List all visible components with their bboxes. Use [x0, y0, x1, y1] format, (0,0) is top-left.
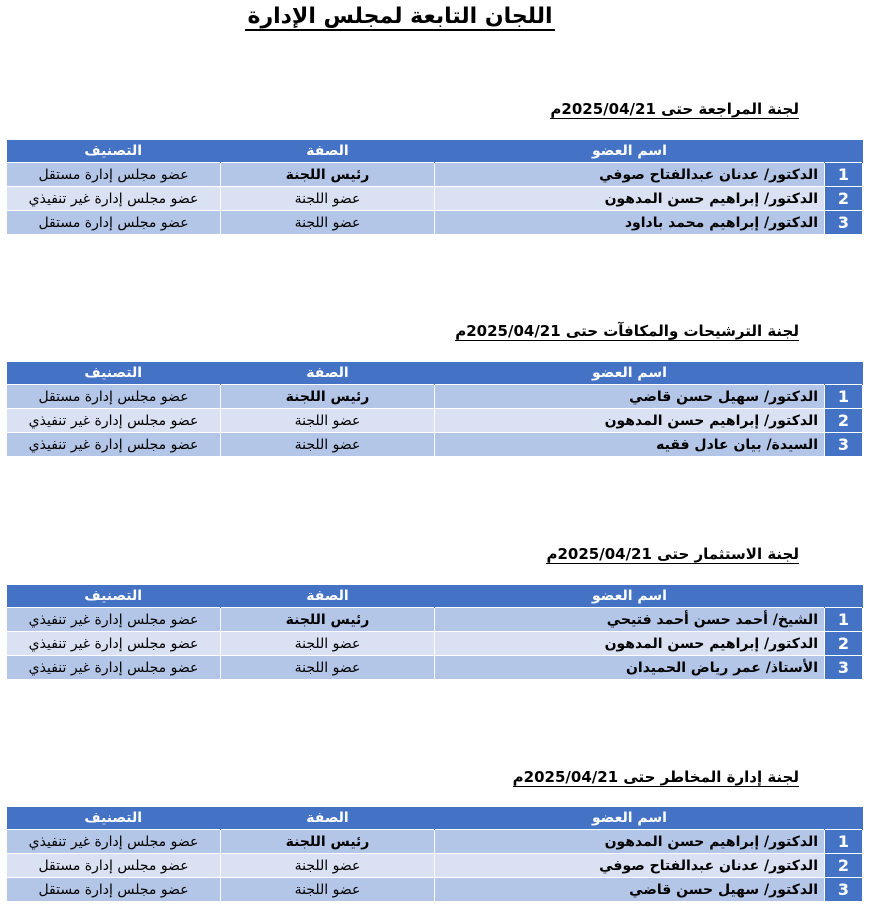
member-role: عضو اللجنة — [221, 409, 435, 433]
committee-title-investment: لجنة الاستثمار حتى 2025/04/21م — [546, 545, 799, 563]
table-row — [7, 632, 863, 656]
row-number: 3 — [825, 433, 863, 457]
table-header-row — [7, 585, 863, 608]
member-role: رئيس اللجنة — [221, 163, 435, 187]
member-classification: عضو مجلس إدارة غير تنفيذي — [7, 433, 221, 457]
member-role: عضو اللجنة — [221, 854, 435, 878]
committee-title-nominations: لجنة الترشيحات والمكافآت حتى 2025/04/21م — [455, 322, 799, 340]
member-classification: عضو مجلس إدارة غير تنفيذي — [7, 656, 221, 680]
member-name: الدكتور/ إبراهيم حسن المدهون — [435, 409, 825, 433]
member-name: الدكتور/ سهيل حسن قاضي — [435, 878, 825, 902]
member-classification: عضو مجلس إدارة غير تنفيذي — [7, 187, 221, 211]
row-number: 1 — [825, 385, 863, 409]
header-name: اسم العضو — [435, 807, 825, 830]
table-row — [7, 187, 863, 211]
header-name: اسم العضو — [435, 585, 825, 608]
member-classification: عضو مجلس إدارة مستقل — [7, 211, 221, 235]
member-role: عضو اللجنة — [221, 632, 435, 656]
row-number: 3 — [825, 211, 863, 235]
table-header-row — [7, 362, 863, 385]
table-row — [7, 211, 863, 235]
table-row — [7, 854, 863, 878]
row-number: 1 — [825, 830, 863, 854]
member-name: الدكتور/ عدنان عبدالفتاح صوفي — [435, 854, 825, 878]
header-role: الصفة — [221, 585, 435, 608]
member-classification: عضو مجلس إدارة مستقل — [7, 878, 221, 902]
member-name: الدكتور/ إبراهيم حسن المدهون — [435, 632, 825, 656]
header-num — [825, 585, 863, 608]
header-name: اسم العضو — [435, 140, 825, 163]
table-row — [7, 608, 863, 632]
table-header-row — [7, 140, 863, 163]
row-number: 1 — [825, 608, 863, 632]
header-classification: التصنيف — [7, 362, 221, 385]
row-number: 3 — [825, 878, 863, 902]
committee-table-nominations — [6, 362, 863, 457]
member-name: الشيخ/ أحمد حسن أحمد فتيحي — [435, 608, 825, 632]
table-row — [7, 433, 863, 457]
member-role: عضو اللجنة — [221, 878, 435, 902]
header-classification: التصنيف — [7, 807, 221, 830]
row-number: 2 — [825, 632, 863, 656]
member-name: الدكتور/ إبراهيم حسن المدهون — [435, 187, 825, 211]
row-number: 3 — [825, 656, 863, 680]
row-number: 2 — [825, 854, 863, 878]
table-row — [7, 656, 863, 680]
member-role: عضو اللجنة — [221, 187, 435, 211]
member-role: عضو اللجنة — [221, 433, 435, 457]
member-classification: عضو مجلس إدارة غير تنفيذي — [7, 632, 221, 656]
member-classification: عضو مجلس إدارة غير تنفيذي — [7, 608, 221, 632]
page-title: اللجان التابعة لمجلس الإدارة — [247, 4, 553, 29]
committee-title-risk: لجنة إدارة المخاطر حتى 2025/04/21م — [512, 768, 799, 786]
header-role: الصفة — [221, 807, 435, 830]
header-role: الصفة — [221, 140, 435, 163]
member-role: رئيس اللجنة — [221, 830, 435, 854]
member-role: رئيس اللجنة — [221, 608, 435, 632]
member-role: عضو اللجنة — [221, 656, 435, 680]
table-row — [7, 409, 863, 433]
member-role: رئيس اللجنة — [221, 385, 435, 409]
member-classification: عضو مجلس إدارة مستقل — [7, 163, 221, 187]
table-row — [7, 830, 863, 854]
member-name: الأستاذ/ عمر رياض الحميدان — [435, 656, 825, 680]
row-number: 2 — [825, 187, 863, 211]
member-classification: عضو مجلس إدارة مستقل — [7, 854, 221, 878]
row-number: 2 — [825, 409, 863, 433]
header-num — [825, 140, 863, 163]
row-number: 1 — [825, 163, 863, 187]
member-name: الدكتور/ إبراهيم محمد باداود — [435, 211, 825, 235]
header-num — [825, 362, 863, 385]
member-classification: عضو مجلس إدارة مستقل — [7, 385, 221, 409]
member-name: الدكتور/ سهيل حسن قاضي — [435, 385, 825, 409]
header-classification: التصنيف — [7, 140, 221, 163]
table-row — [7, 878, 863, 902]
table-row — [7, 385, 863, 409]
header-num — [825, 807, 863, 830]
member-name: السيدة/ بيان عادل فقيه — [435, 433, 825, 457]
table-header-row — [7, 807, 863, 830]
committee-table-audit — [6, 140, 863, 235]
member-name: الدكتور/ عدنان عبدالفتاح صوفي — [435, 163, 825, 187]
table-row — [7, 163, 863, 187]
member-name: الدكتور/ إبراهيم حسن المدهون — [435, 830, 825, 854]
header-classification: التصنيف — [7, 585, 221, 608]
member-classification: عضو مجلس إدارة غير تنفيذي — [7, 830, 221, 854]
header-role: الصفة — [221, 362, 435, 385]
committee-table-investment — [6, 585, 863, 680]
committee-title-audit: لجنة المراجعة حتى 2025/04/21م — [550, 100, 799, 118]
member-classification: عضو مجلس إدارة غير تنفيذي — [7, 409, 221, 433]
header-name: اسم العضو — [435, 362, 825, 385]
committee-table-risk — [6, 807, 863, 902]
member-role: عضو اللجنة — [221, 211, 435, 235]
